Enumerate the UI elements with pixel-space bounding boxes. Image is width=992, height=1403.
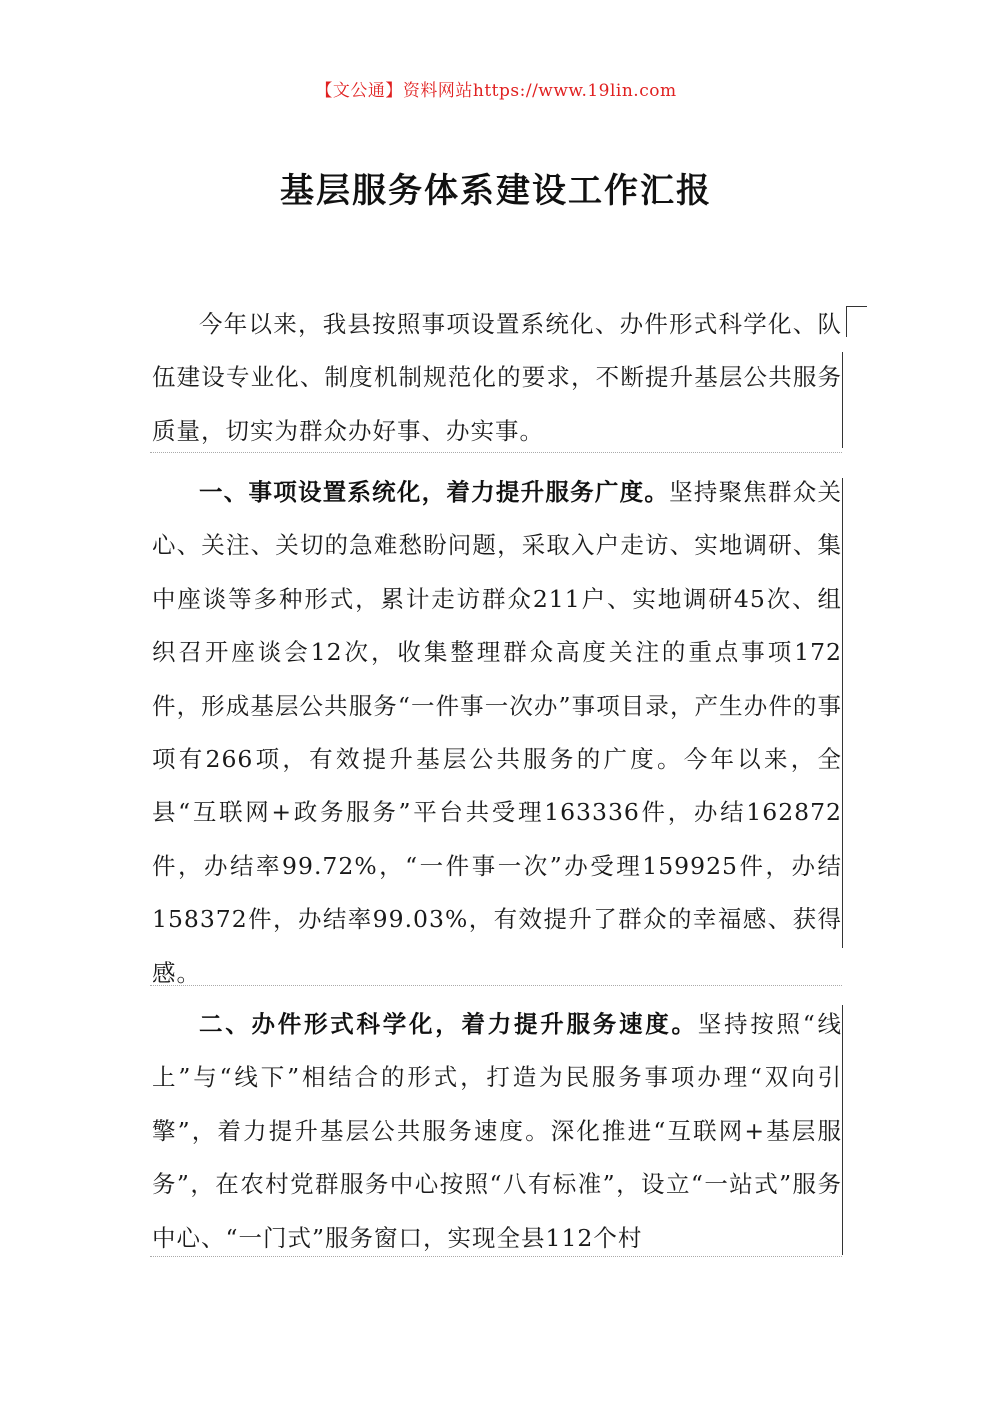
paragraph-intro [152, 298, 842, 458]
paragraph-lead: 一、事项设置系统化，着力提升服务广度。 [199, 478, 670, 506]
document-title: 基层服务体系建设工作汇报 [280, 171, 712, 211]
header-watermark: 【文公通】资料网站https://www.19lin.com [315, 81, 677, 101]
paragraph-body: 今年以来，我县按照事项设置系统化、办件形式科学化、队伍建设专业化、制度机制规范化的要求，不断提升基层公共服务质量，切实为群众办好事、办实事。 [152, 310, 842, 445]
margin-line-p2 [842, 478, 843, 948]
paragraph-lead: 二、办件形式科学化，着力提升服务速度。 [199, 1010, 698, 1038]
paragraph-text [152, 466, 842, 1000]
margin-line-p3 [842, 1005, 843, 1255]
paragraph-body: 坚持聚焦群众关心、关注、关切的急难愁盼问题，采取入户走访、实地调研、集中座谈等多种形式，累计走访群众211户、实地调研45次、组织召开座谈会12次，收集整理群众高度关注的重点事项172件，形成基层公共服务“一件事一次办”事项目录，产生办件的事项有266项，有效提升基层公共服务的广度。今年以来，全县“互联网+政务服务”平台共受理163336件，办结162872件，办结率99.72%，“一件事一次”办受理159925件，办结158372件，办结率99.03%，有效提升了群众的幸福感、获得感。 [152, 478, 843, 987]
paragraph-text [152, 298, 842, 458]
paragraph-section-2 [152, 998, 842, 1265]
margin-corner-mark [846, 306, 867, 337]
margin-line-p1 [842, 352, 843, 448]
paragraph-section-1 [152, 466, 842, 1000]
paragraph-text [152, 998, 842, 1265]
paragraph-body: 坚持按照“线上”与“线下”相结合的形式，打造为民服务事项办理“双向引擎”，着力提升基层公共服务速度。深化推进“互联网+基层服务”，在农村党群服务中心按照“八有标准”，设立“一站式”服务中心、“一门式”服务窗口，实现全县112个村 [152, 1010, 843, 1252]
